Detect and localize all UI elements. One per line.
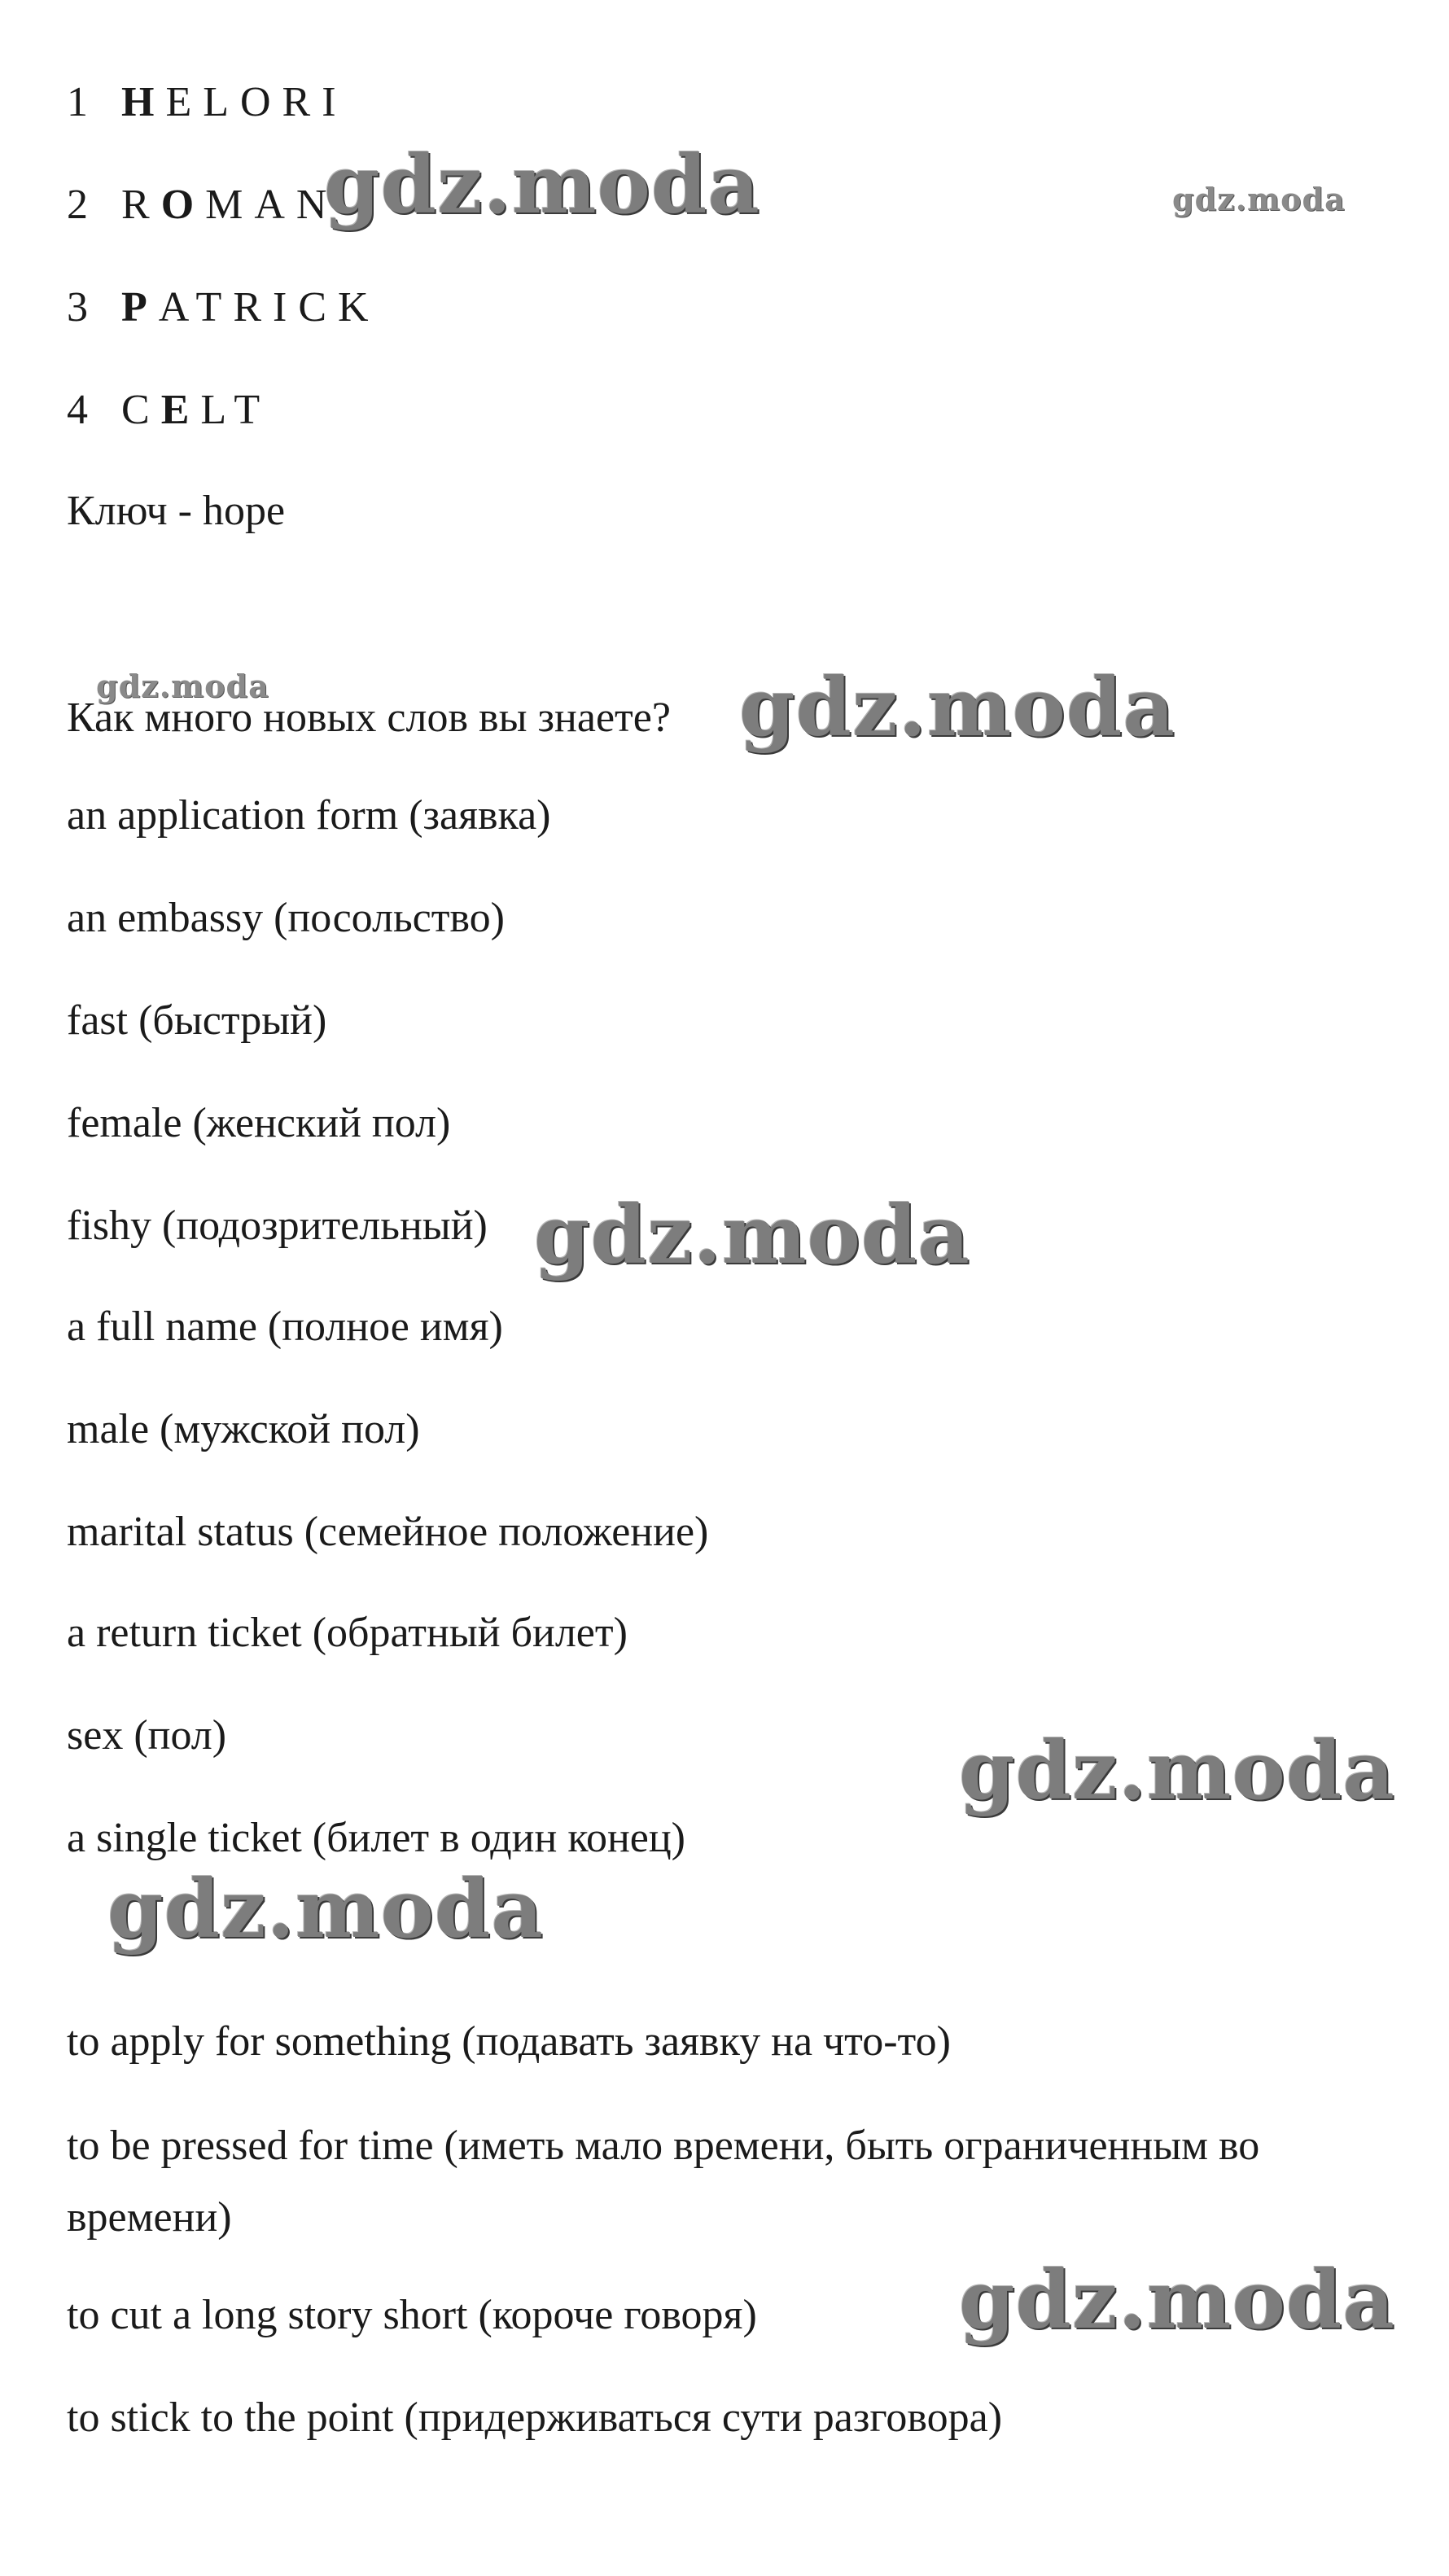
puzzle-row-4	[67, 386, 271, 435]
puzzle-letters: ATRICK	[158, 284, 380, 331]
puzzle-key-letter: P	[121, 284, 159, 331]
vocab-heading: Как много новых слов вы знаете?	[67, 694, 671, 741]
vocab-item: marital status (семейное положение)	[67, 1509, 709, 1555]
watermark: gdz.moda	[959, 1724, 1395, 1818]
vocab-item: a single ticket (билет в один конец)	[67, 1815, 685, 1861]
vocab-item: an embassy (посольство)	[67, 895, 505, 941]
puzzle-key-letter: H	[121, 79, 166, 125]
puzzle-letters: C	[121, 387, 161, 433]
watermark: gdz.moda	[959, 2254, 1395, 2347]
watermark: gdz.moda	[324, 138, 760, 232]
vocab-item: to stick to the point (придерживаться сути разговора)	[67, 2394, 1003, 2441]
vocab-item: a return ticket (обратный билет)	[67, 1610, 628, 1656]
watermark: gdz.moda	[1172, 181, 1346, 217]
puzzle-row-number: 2	[67, 182, 121, 228]
vocab-item: female (женский пол)	[67, 1100, 451, 1146]
puzzle-row-number: 3	[67, 284, 121, 331]
watermark: gdz.moda	[107, 1863, 544, 1956]
vocab-item: to apply for something (подавать заявку на что-то)	[67, 2018, 951, 2065]
puzzle-letters: ELORI	[165, 79, 348, 125]
watermark: gdz.moda	[534, 1189, 970, 1282]
vocab-item: to be pressed for time (иметь мало времени, быть ограниченным во времени)	[67, 2123, 1260, 2241]
vocab-item: fishy (подозрительный)	[67, 1203, 488, 1249]
puzzle-letters: R	[121, 182, 161, 228]
watermark: gdz.moda	[739, 661, 1175, 755]
puzzle-key-letter: O	[160, 182, 206, 228]
puzzle-row-3	[67, 283, 380, 332]
puzzle-row-number: 4	[67, 387, 121, 433]
puzzle-letters: LT	[200, 387, 272, 433]
vocab-item: sex (пол)	[67, 1712, 227, 1759]
vocab-item: male (мужской пол)	[67, 1406, 420, 1452]
vocab-item: an application form (заявка)	[67, 792, 551, 839]
puzzle-key-letter: E	[160, 387, 201, 433]
puzzle-row-2	[67, 181, 338, 230]
puzzle-key: Ключ - hope	[67, 488, 286, 534]
vocab-item: to cut a long story short (короче говоря)	[67, 2292, 757, 2338]
puzzle-row-number: 1	[67, 79, 121, 125]
vocab-item: fast (быстрый)	[67, 997, 327, 1044]
watermark: gdz.moda	[96, 668, 269, 704]
vocab-item: a full name (полное имя)	[67, 1303, 503, 1350]
puzzle-letters: MAN	[205, 182, 339, 228]
puzzle-row-1	[67, 78, 348, 127]
